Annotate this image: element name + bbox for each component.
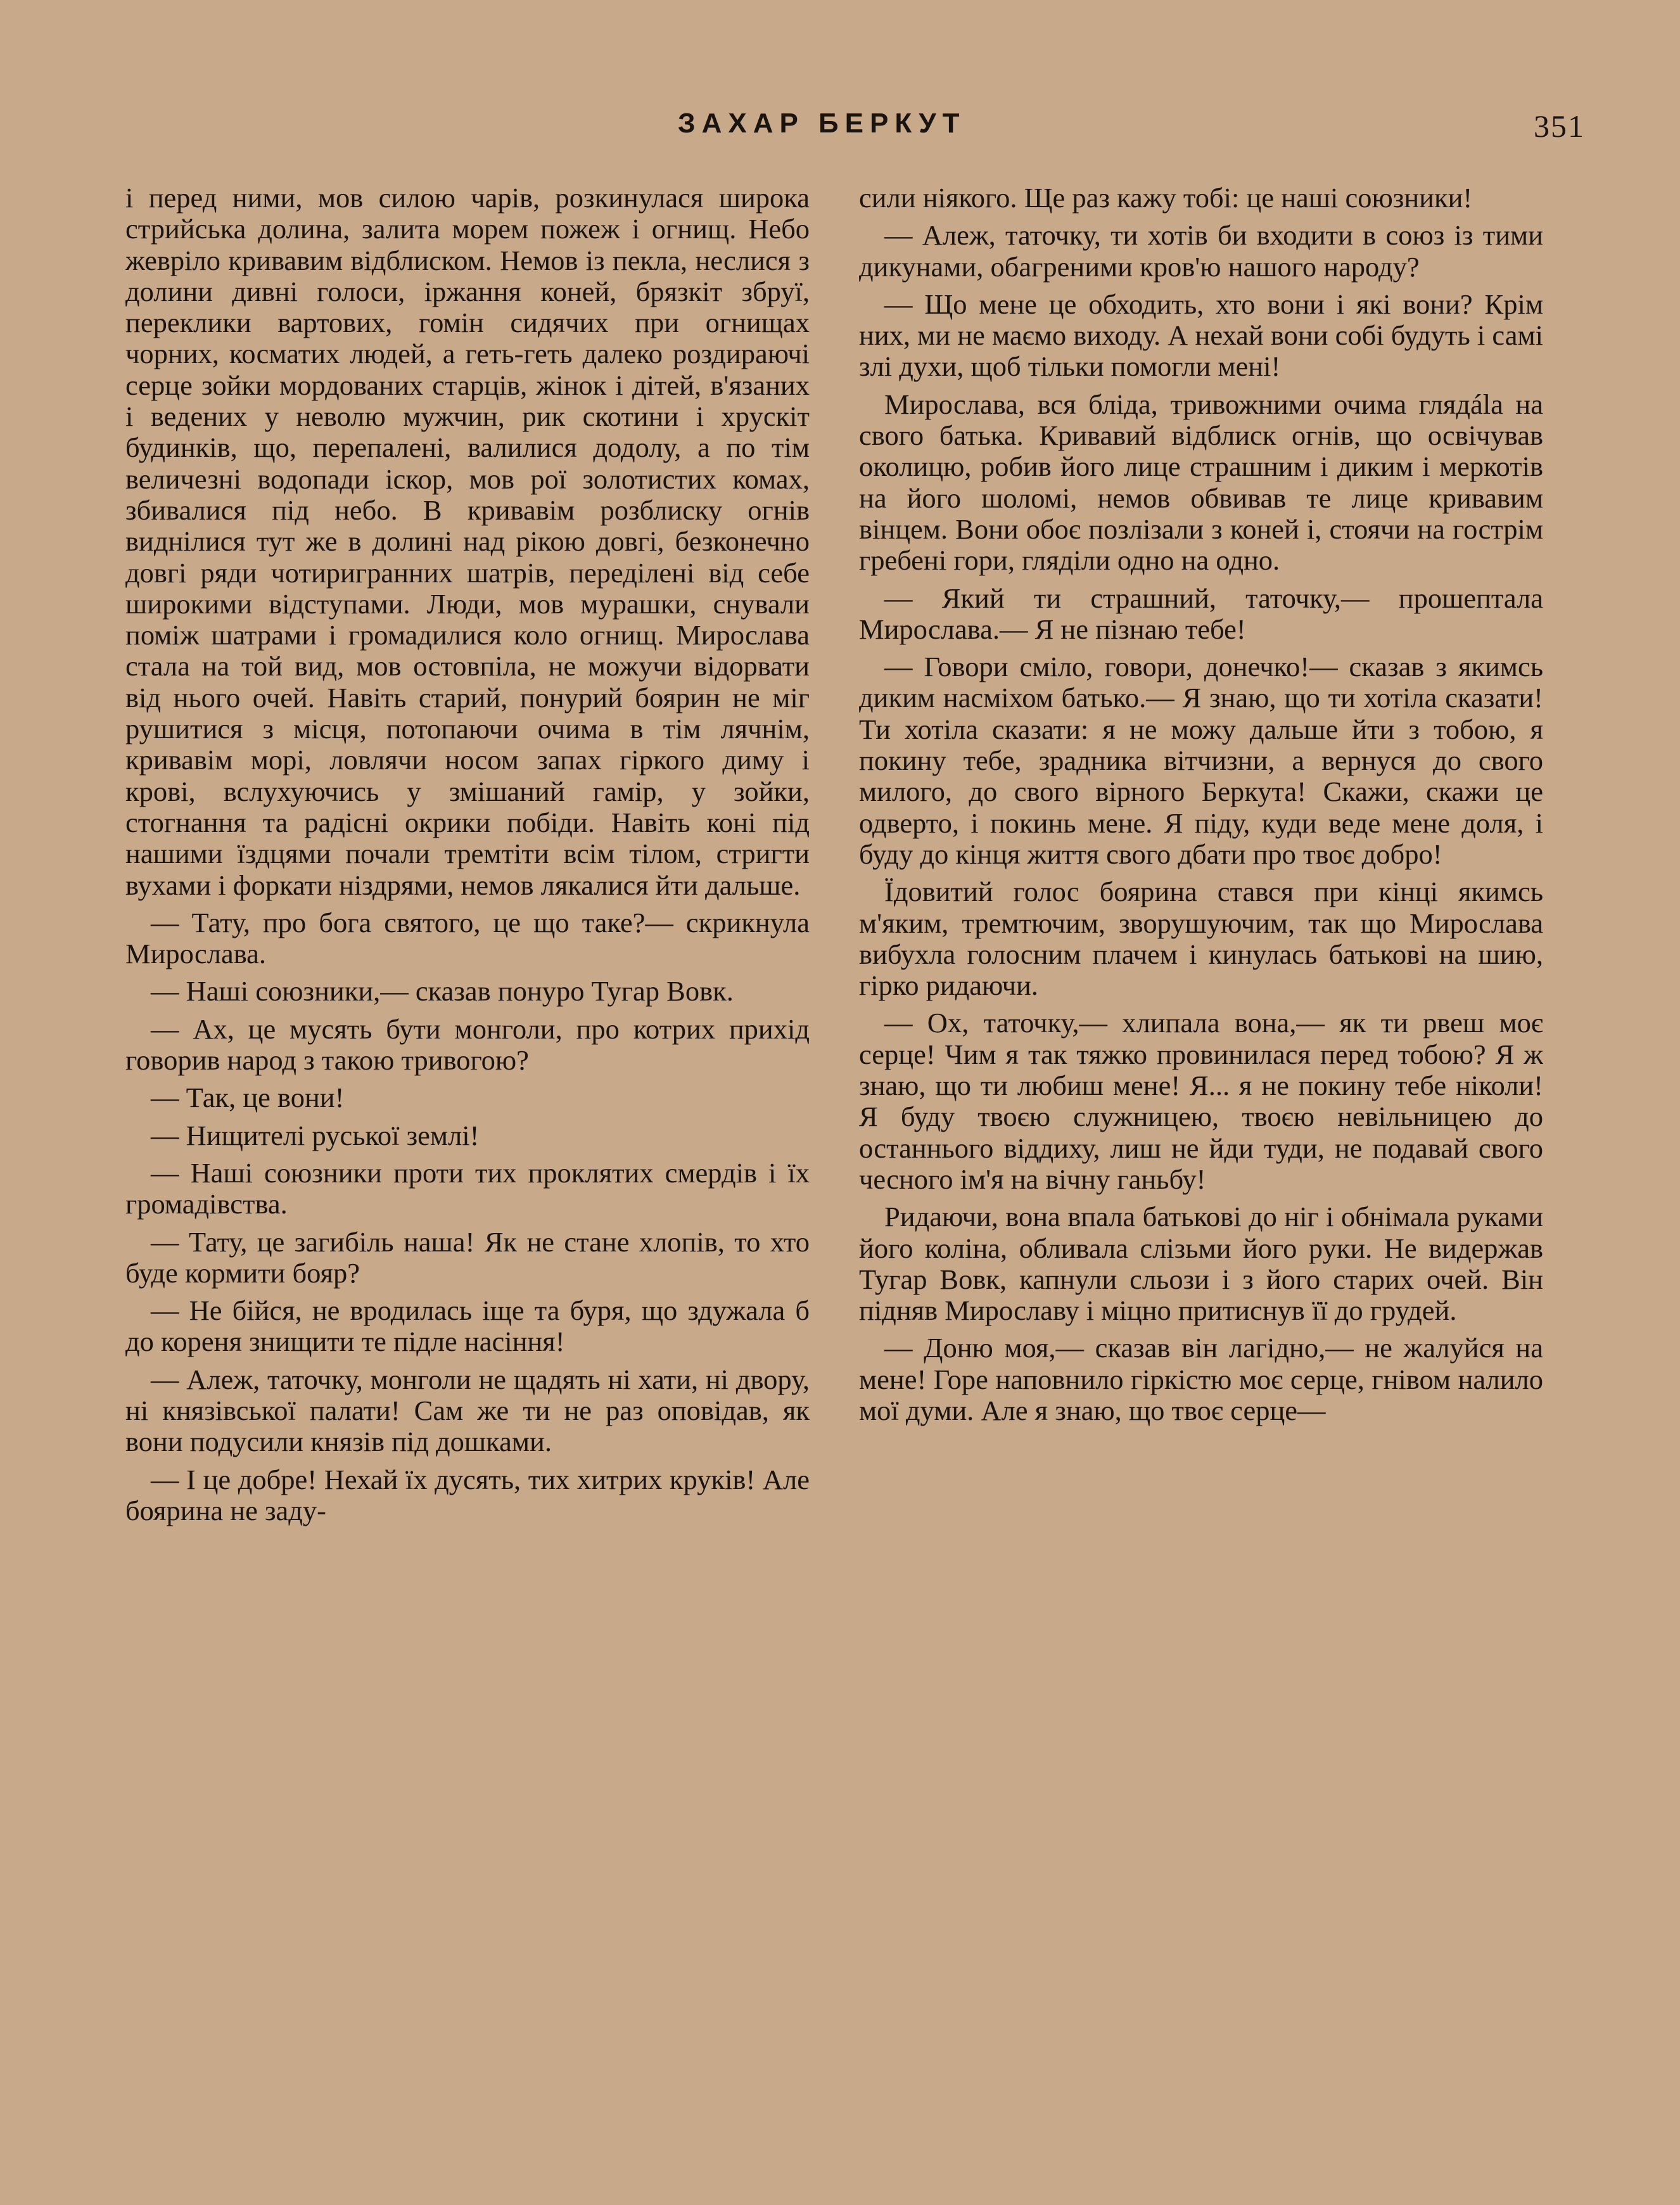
right-column <box>859 182 1543 2083</box>
paragraph: Мирослава, вся бліда, тривожними очима глядála на свого батька. Кривавий відблиск огнів, що освічував околицю, робив його лице страшним і диким і меркотів на його шоломі, немов обвивав те лице кривавим вінцем. Вони обоє позлізали з коней і, стоячи на гострім гребені гори, гляділи одно на одно. <box>859 388 1543 577</box>
paragraph: — Ах, це мусять бути монголи, про котрих прихід говорив народ з такою тривогою? <box>125 1013 810 1077</box>
paragraph: — Не бійся, не вродилась іще та буря, що здужала б до кореня знищити те підле насіння! <box>125 1294 810 1358</box>
paragraph: сили ніякого. Ще раз кажу тобі: це наші союзники! <box>859 182 1473 214</box>
paragraph: — Наші союзники проти тих проклятих смердів і їх громадівства. <box>125 1156 810 1220</box>
paragraph: — Так, це вони! <box>151 1082 345 1114</box>
paragraph: — І це добре! Нехай їх дусять, тих хитрих круків! Але боярина не заду- <box>125 1463 810 1526</box>
paragraph: — Говори сміло, говори, донечко!— сказав з якимсь диким насміхом батько.— Я знаю, що ти хотіла сказати! Ти хотіла сказати: я не можу дальше йти з тобою, я покину тебе, зрадника вітчизни, а вернуся до свого милого, до свого вірного Беркута! Скажи, скажи це одверто, і покинь мене. Я піду, куди веде мене доля, і буду до кінця життя свого дбати про твоє добро! <box>859 651 1543 870</box>
paragraph: — Наші союзники,— сказав понуро Тугар Вовк. <box>151 975 734 1007</box>
paragraph: — Алеж, таточку, ти хотів би входити в союз із тими дикунами, обагреними кров'ю нашого народу? <box>859 219 1543 283</box>
page-number: 351 <box>1534 108 1585 144</box>
paragraph: — Ох, таточку,— хлипала вона,— як ти рвеш моє серце! Чим я так тяжко провинилася перед тобою? Я ж знаю, що ти любиш мене! Я... я не покину тебе ніколи! Я буду твоєю служницею, твоєю невільницею до останнього віддиху, лиш не йди туди, не подавай свого чесного ім'я на вічну ганьбу! <box>859 1007 1543 1195</box>
paragraph: — Нищителі руської землі! <box>151 1119 480 1151</box>
paragraph: — Алеж, таточку, монголи не щадять ні хати, ні двору, ні князівської палати! Сам же ти не раз оповідав, як вони подусили князів під дошками. <box>125 1363 810 1458</box>
paragraph: і перед ними, мов силою чарів, розкинулася широка стрийська долина, залита морем пожеж і огнищ. Небо жевріло кривавим відблиском. Немов із пекла, неслися з долини дивні голоси, іржання коней, брязкіт збруї, переклики вартових, гомін сидячих при огнищах чорних, косматих людей, а геть-геть далеко роздираючі серце зойки мордованих старців, жінок і дітей, в'язаних і ведених у неволю мужчин, рик скотини і хрускіт будинків, що, перепалені, валилися додолу, а по тім величезні водопади іскор, мов рої золотистих комах, збивалися під небо. В кривавім розблиску огнів виднілися тут же в долині над рікою довгі, безконечно довгі ряди чотиригранних шатрів, переділені від себе широкими відступами. Люди, мов мурашки, снували поміж шатрами і громадилися коло огнищ. Мирослава стала на той вид, мов остовпіла, не можучи відорвати від нього очей. Навіть старий, понурий боярин не міг рушитися з місця, потопаючи очима в тім лячнім, кривавім морі, ловлячи носом запах гіркого диму і крові, вслухуючись у змішаний гамір, у зойки, стогнання та радісні окрики побіди. Навіть коні під нашими їздцями почали тремтіти всім тілом, стригти вухами і форкати ніздрями, немов лякалися йти дальше. <box>125 182 810 901</box>
paragraph: Їдовитий голос боярина стався при кінці якимсь м'яким, тремтючим, зворушуючим, так що Мирослава вибухла голосним плачем і кинулась батькові на шию, гірко ридаючи. <box>859 876 1543 1002</box>
left-column <box>125 182 810 2083</box>
paragraph: — Який ти страшний, таточку,— прошептала Мирослава.— Я не пізнаю тебе! <box>859 582 1543 645</box>
running-title: ЗАХАР БЕРКУТ <box>678 108 966 139</box>
paragraph: — Доню моя,— сказав він лагідно,— не жалуйся на мене! Горе наповнило гіркістю моє серце, гнівом налило мої думи. Але я знаю, що твоє серце— <box>859 1332 1543 1426</box>
paragraph: Ридаючи, вона впала батькові до ніг і обнімала руками його коліна, обливала слізьми його руки. Не видержав Тугар Вовк, капнули сльози і з його старих очей. Він підняв Мирославу і міцно притиснув її до грудей. <box>859 1201 1543 1327</box>
paragraph: — Що мене це обходить, хто вони і які вони? Крім них, ми не маємо виходу. А нехай вони собі будуть і самі злі духи, щоб тільки помогли мені! <box>859 288 1543 383</box>
paragraph: — Тату, про бога святого, це що таке?— скрикнула Мирослава. <box>125 906 810 970</box>
paragraph: — Тату, це загибіль наша! Як не стане хлопів, то хто буде кормити бояр? <box>125 1225 810 1289</box>
